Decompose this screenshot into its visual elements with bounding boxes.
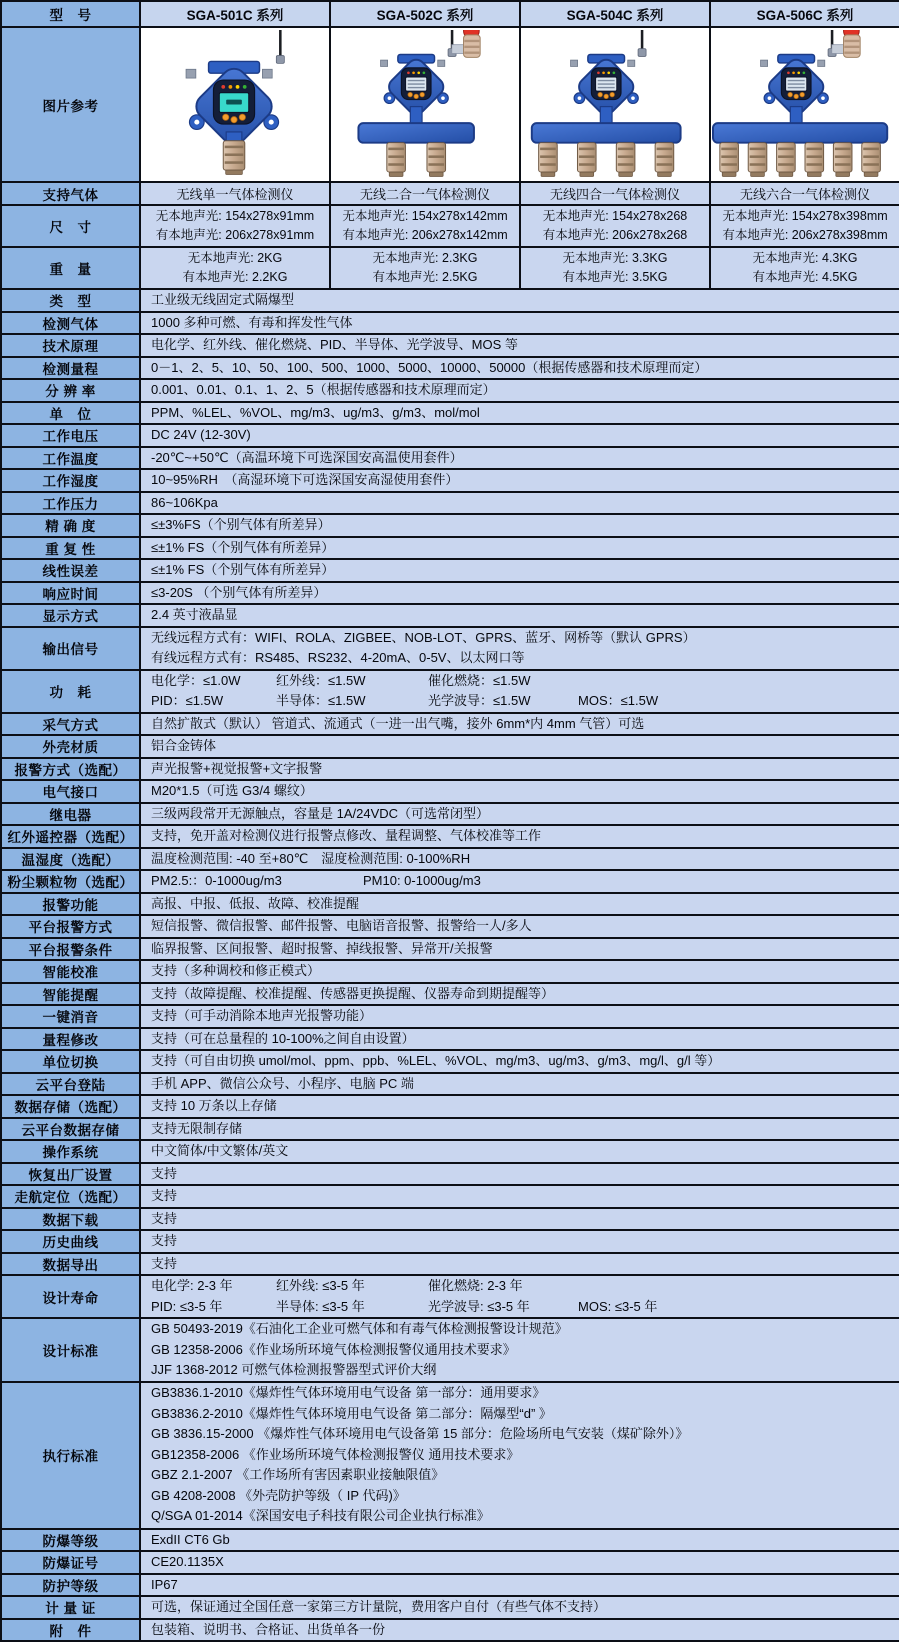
row-label: 历史曲线 — [1, 1230, 140, 1253]
value-item: MOS：≤1.5W — [578, 693, 659, 708]
row-label: 重 量 — [1, 247, 140, 289]
value-text: 支持 10 万条以上存储 — [151, 1098, 277, 1113]
table-row — [1, 402, 899, 425]
row-label: 工作压力 — [1, 492, 140, 515]
table-row — [1, 1, 899, 27]
value-line: Q/SGA 01-2014《深国安电子科技有限公司企业执行标准》 — [151, 1508, 490, 1524]
table-row — [1, 357, 899, 380]
table-row — [1, 1118, 899, 1141]
value-text: 支持 — [151, 1255, 178, 1271]
row-label: 操作系统 — [1, 1140, 140, 1163]
row-label: 继电器 — [1, 803, 140, 826]
model-header-cell: SGA-501C 系列 — [140, 1, 330, 27]
row-value — [140, 1185, 899, 1208]
table-row — [1, 492, 899, 515]
value-line: GB12358-2006 《作业场所环境气体检测报警仪 通用技术要求》 — [151, 1446, 520, 1462]
value-line: GB 50493-2019《石油化工企业可燃气体和有毒气体检测报警设计规范》 — [151, 1321, 568, 1336]
row-value — [140, 870, 899, 893]
value-line: 有本地声光: 3.5KG — [562, 270, 668, 284]
table-row — [1, 1382, 899, 1529]
value-item: PM10: 0-1000ug/m3 — [363, 873, 481, 888]
row-label: 型 号 — [1, 1, 140, 27]
row-label: 精 确 度 — [1, 514, 140, 537]
row-value — [140, 312, 899, 335]
value-line — [151, 671, 895, 692]
gas-detector-single-sensor-icon — [142, 30, 328, 180]
row-value — [140, 1253, 899, 1276]
row-label: 恢复出厂设置 — [1, 1163, 140, 1186]
row-label: 功 耗 — [1, 670, 140, 713]
value-text: 支持（可在总量程的 10-100%之间自由设置） — [151, 1030, 415, 1046]
table-row — [1, 582, 899, 605]
row-value — [140, 893, 899, 916]
table-row — [1, 758, 899, 781]
value-line: 有本地声光: 206x278x142mm — [342, 228, 508, 242]
table-row — [1, 1163, 899, 1186]
value-text: 0.001、0.01、0.1、1、2、5（根据传感器和技术原理而定） — [151, 382, 496, 397]
row-value — [140, 960, 899, 983]
row-value — [140, 289, 899, 312]
value-line: 无本地声光: 154x278x268 — [542, 209, 688, 223]
value-text: ≤±1% FS（个别气体有所差异） — [151, 562, 335, 577]
table-row — [1, 848, 899, 871]
product-image-cell — [520, 27, 710, 182]
table-row — [1, 960, 899, 983]
value-item: 光学波导: ≤3-5 年 — [428, 1298, 530, 1314]
value-text: 支持 — [151, 1188, 178, 1203]
value-text: CE20.1135X — [151, 1554, 224, 1569]
table-row — [1, 1208, 899, 1231]
row-label: 采气方式 — [1, 713, 140, 736]
value-line: GB 12358-2006《作业场所环境气体检测报警仪通用技术要求》 — [151, 1341, 516, 1357]
row-label: 单位切换 — [1, 1050, 140, 1073]
value-text: 支持（可手动消除本地声光报警功能） — [151, 1008, 373, 1023]
value-text: ≤3-20S （个别气体有所差异） — [151, 584, 327, 600]
table-row — [1, 289, 899, 312]
value-text: 86~106Kpa — [151, 494, 218, 510]
value-text: 三级两段常开无源触点，容量是 1A/24VDC（可选常闭型） — [151, 805, 490, 821]
table-row — [1, 205, 899, 247]
row-label: 智能校准 — [1, 960, 140, 983]
table-row — [1, 1596, 899, 1619]
row-value — [140, 424, 899, 447]
value-line — [151, 1276, 895, 1297]
value-text: 可选，保证通过全国任意一家第三方计量院，费用客户自付（有些气体不支持） — [151, 1599, 607, 1614]
table-row — [1, 1551, 899, 1574]
value-text: 高报、中报、低报、故障、校准提醒 — [151, 895, 360, 911]
row-value — [140, 379, 899, 402]
value-item: 红外线：≤1.5W — [276, 672, 366, 688]
value-text: 电化学、红外线、催化燃烧、PID、半导体、光学波导、MOS 等 — [151, 337, 518, 352]
value-line: 无线远程方式有：WIFI、ROLA、ZIGBEE、NOB-LOT、GPRS、蓝牙、网桥等（默认 GPRS） — [151, 629, 696, 645]
value-line: 无本地声光: 154x278x91mm — [155, 209, 315, 223]
table-row — [1, 1050, 899, 1073]
value-text: 支持（可自由切换 umol/mol、ppm、ppb、%LEL、%VOL、mg/m3、ug/m3、g/m3、mg/l、g/l 等） — [151, 1053, 721, 1068]
row-value — [140, 1050, 899, 1073]
table-row — [1, 938, 899, 961]
table-row — [1, 312, 899, 335]
per-model-value — [710, 247, 899, 289]
value-text: 手机 APP、微信公众号、小程序、电脑 PC 端 — [151, 1075, 414, 1091]
row-value — [140, 1095, 899, 1118]
value-text: 0－1、2、5、10、50、100、500、1000、5000、10000、50000（根据传感器和技术原理而定） — [151, 359, 708, 375]
row-label: 单 位 — [1, 402, 140, 425]
row-value — [140, 1208, 899, 1231]
spec-table-body — [1, 1, 899, 1641]
row-value — [140, 1318, 899, 1382]
value-text: 温度检测范围: -40 至+80℃ 湿度检测范围: 0-100%RH — [151, 850, 471, 866]
value-text: 声光报警+视觉报警+文字报警 — [151, 760, 323, 776]
row-label: 线性误差 — [1, 559, 140, 582]
row-value — [140, 670, 899, 713]
value-item: PM2.5:：0-1000ug/m3 — [151, 873, 282, 888]
value-item: 红外线: ≤3-5 年 — [276, 1278, 365, 1293]
row-value — [140, 1028, 899, 1051]
row-label: 工作湿度 — [1, 469, 140, 492]
value-text: IP67 — [151, 1576, 178, 1592]
row-value — [140, 492, 899, 515]
row-label: 尺 寸 — [1, 205, 140, 247]
table-row — [1, 334, 899, 357]
row-label: 支持气体 — [1, 182, 140, 205]
row-label: 数据下载 — [1, 1208, 140, 1231]
row-label: 检测气体 — [1, 312, 140, 335]
row-label: 设计标准 — [1, 1318, 140, 1382]
value-line: 有线远程方式有：RS485、RS232、4-20mA、0-5V、以太网口等 — [151, 650, 525, 665]
row-label: 外壳材质 — [1, 735, 140, 758]
value-line: 无本地声光: 4.3KG — [752, 251, 858, 265]
row-value — [140, 1275, 899, 1318]
table-row — [1, 735, 899, 758]
row-value — [140, 983, 899, 1006]
table-row — [1, 379, 899, 402]
row-value — [140, 469, 899, 492]
table-row — [1, 870, 899, 893]
gas-detector-2in1-beacon-icon — [332, 30, 518, 180]
table-row — [1, 182, 899, 205]
value-line: JJF 1368-2012 可燃气体检测报警器型式评价大纲 — [151, 1362, 437, 1377]
row-value — [140, 537, 899, 560]
row-value — [140, 582, 899, 605]
row-value — [140, 1073, 899, 1096]
value-line: 无本地声光: 2KG — [187, 251, 283, 265]
value-text: 短信报警、微信报警、邮件报警、电脑语音报警、报警给一人/多人 — [151, 918, 532, 933]
table-row — [1, 27, 899, 182]
table-row — [1, 627, 899, 670]
row-label: 重 复 性 — [1, 537, 140, 560]
table-row — [1, 780, 899, 803]
value-text: 中文简体/中文繁体/英文 — [151, 1143, 289, 1158]
row-label: 防护等级 — [1, 1574, 140, 1597]
value-line — [151, 1297, 895, 1318]
gas-detector-6in1-beacon-icon — [712, 30, 898, 180]
row-value — [140, 1596, 899, 1619]
per-model-value — [710, 205, 899, 247]
row-label: 报警功能 — [1, 893, 140, 916]
value-line: 有本地声光: 206x278x398mm — [722, 228, 888, 242]
value-text: ≤±3%FS（个别气体有所差异） — [151, 517, 331, 532]
row-value — [140, 713, 899, 736]
row-value — [140, 1163, 899, 1186]
value-item: 催化燃烧: 2-3 年 — [428, 1278, 523, 1293]
value-text: 支持 — [151, 1210, 178, 1226]
row-value — [140, 803, 899, 826]
row-label: 计 量 证 — [1, 1596, 140, 1619]
model-header-cell: SGA-504C 系列 — [520, 1, 710, 27]
table-row — [1, 983, 899, 1006]
value-line — [151, 691, 895, 712]
row-label: 云平台数据存储 — [1, 1118, 140, 1141]
table-row — [1, 537, 899, 560]
table-row — [1, 1275, 899, 1318]
value-text: ≤±1% FS（个别气体有所差异） — [151, 539, 335, 555]
table-row — [1, 1028, 899, 1051]
value-line: 有本地声光: 206x278x91mm — [155, 228, 315, 242]
value-item: PID：≤1.5W — [151, 693, 224, 708]
table-row — [1, 1005, 899, 1028]
row-label: 工作温度 — [1, 447, 140, 470]
value-text: 支持（多种调校和修正模式） — [151, 963, 321, 978]
table-row — [1, 1619, 899, 1642]
table-row — [1, 1073, 899, 1096]
value-text: 支持（故障提醒、校准提醒、传感器更换提醒、仪器寿命到期提醒等） — [151, 985, 555, 1001]
per-model-value — [520, 247, 710, 289]
row-value — [140, 915, 899, 938]
table-row — [1, 247, 899, 289]
per-model-value — [140, 247, 330, 289]
product-image-cell — [330, 27, 520, 182]
row-value — [140, 357, 899, 380]
row-value — [140, 1230, 899, 1253]
value-text: 临界报警、区间报警、超时报警、掉线报警、异常开/关报警 — [151, 940, 493, 956]
row-label: 响应时间 — [1, 582, 140, 605]
row-label: 温湿度（选配） — [1, 848, 140, 871]
table-row — [1, 915, 899, 938]
value-text: 1000 多种可燃、有毒和挥发性气体 — [151, 314, 353, 330]
row-value — [140, 1382, 899, 1529]
value-line: GB 3836.15-2000 《爆炸性气体环境用电气设备第 15 部分：危险场所电气安装（煤矿除外）》 — [151, 1426, 689, 1442]
table-row — [1, 447, 899, 470]
value-item: 电化学: 2-3 年 — [151, 1278, 233, 1293]
row-label: 平台报警条件 — [1, 938, 140, 961]
table-row — [1, 1574, 899, 1597]
row-value — [140, 735, 899, 758]
product-image-cell — [140, 27, 330, 182]
row-label: 电气接口 — [1, 780, 140, 803]
table-row — [1, 559, 899, 582]
row-label: 云平台登陆 — [1, 1073, 140, 1096]
value-line — [151, 871, 895, 892]
value-text: 工业级无线固定式隔爆型 — [151, 292, 295, 307]
row-value — [140, 514, 899, 537]
value-item: 催化燃烧：≤1.5W — [428, 672, 531, 688]
value-text: M20*1.5（可选 G3/4 螺纹） — [151, 783, 313, 798]
value-line: GB 4208-2008 《外壳防护等级（ IP 代码)》 — [151, 1487, 406, 1503]
row-label: 一键消音 — [1, 1005, 140, 1028]
row-value — [140, 447, 899, 470]
model-header-cell: SGA-506C 系列 — [710, 1, 899, 27]
row-value — [140, 1529, 899, 1552]
per-model-value: 无线四合一气体检测仪 — [520, 182, 710, 205]
row-label: 图片参考 — [1, 27, 140, 182]
value-item: 电化学：≤1.0W — [151, 672, 241, 688]
value-item: PID: ≤3-5 年 — [151, 1298, 223, 1314]
row-value — [140, 559, 899, 582]
value-item: MOS: ≤3-5 年 — [578, 1298, 658, 1314]
table-row — [1, 1185, 899, 1208]
value-line: GB3836.2-2010《爆炸性气体环境用电气设备 第二部分：隔爆型“d” 》 — [151, 1405, 552, 1421]
per-model-value — [330, 247, 520, 289]
row-label: 技术原理 — [1, 334, 140, 357]
table-row — [1, 424, 899, 447]
value-line: 无本地声光: 3.3KG — [562, 251, 668, 265]
per-model-value: 无线二合一气体检测仪 — [330, 182, 520, 205]
value-line: GBZ 2.1-2007 《工作场所有害因素职业接触限值》 — [151, 1467, 445, 1483]
row-label: 类 型 — [1, 289, 140, 312]
value-text: 支持 — [151, 1233, 178, 1248]
per-model-value: 无线单一气体检测仪 — [140, 182, 330, 205]
row-label: 分 辨 率 — [1, 379, 140, 402]
row-label: 量程修改 — [1, 1028, 140, 1051]
row-value — [140, 1118, 899, 1141]
value-line: 有本地声光: 2.2KG — [182, 270, 288, 284]
table-row — [1, 1140, 899, 1163]
row-label: 输出信号 — [1, 627, 140, 670]
table-row — [1, 803, 899, 826]
value-text: DC 24V (12-30V) — [151, 427, 251, 442]
value-item: 半导体：≤1.5W — [276, 693, 366, 708]
table-row — [1, 1095, 899, 1118]
row-value — [140, 1574, 899, 1597]
table-row — [1, 825, 899, 848]
table-row — [1, 713, 899, 736]
value-line: 有本地声光: 206x278x268 — [542, 228, 688, 242]
row-label: 平台报警方式 — [1, 915, 140, 938]
table-row — [1, 1253, 899, 1276]
row-value — [140, 627, 899, 670]
gas-detector-4in1-icon — [522, 30, 708, 180]
per-model-value — [140, 205, 330, 247]
value-item: 半导体: ≤3-5 年 — [276, 1298, 365, 1314]
value-text: 支持 — [151, 1165, 178, 1181]
row-value — [140, 402, 899, 425]
row-value — [140, 938, 899, 961]
value-line: 无本地声光: 2.3KG — [372, 251, 478, 265]
model-header-cell: SGA-502C 系列 — [330, 1, 520, 27]
row-value — [140, 780, 899, 803]
table-row — [1, 469, 899, 492]
value-text: 铝合金铸体 — [151, 738, 217, 753]
table-row — [1, 1230, 899, 1253]
value-text: 2.4 英寸液晶显 — [151, 607, 238, 622]
value-text: 支持，免开盖对检测仪进行报警点修改、量程调整、气体校准等工作 — [151, 828, 542, 843]
table-row — [1, 893, 899, 916]
row-label: 附 件 — [1, 1619, 140, 1642]
value-line: 有本地声光: 4.5KG — [752, 270, 858, 284]
row-label: 数据存储（选配） — [1, 1095, 140, 1118]
row-value — [140, 1140, 899, 1163]
row-label: 红外遥控器（选配） — [1, 825, 140, 848]
per-model-value: 无线六合一气体检测仪 — [710, 182, 899, 205]
per-model-value — [330, 205, 520, 247]
table-row — [1, 1318, 899, 1382]
row-value — [140, 1551, 899, 1574]
value-item: 光学波导：≤1.5W — [428, 693, 531, 708]
row-label: 智能提醒 — [1, 983, 140, 1006]
value-line: 无本地声光: 154x278x142mm — [342, 209, 508, 223]
value-text: 包装箱、说明书、合格证、出货单各一份 — [151, 1621, 386, 1637]
row-label: 工作电压 — [1, 424, 140, 447]
table-row — [1, 670, 899, 713]
row-label: 检测量程 — [1, 357, 140, 380]
row-value — [140, 1005, 899, 1028]
value-text: 10~95%RH （高湿环境下可选深国安高湿使用套件） — [151, 472, 459, 487]
row-label: 设计寿命 — [1, 1275, 140, 1318]
row-value — [140, 825, 899, 848]
row-label: 报警方式（选配） — [1, 758, 140, 781]
value-line: 无本地声光: 154x278x398mm — [722, 209, 888, 223]
per-model-value — [520, 205, 710, 247]
value-text: PPM、%LEL、%VOL、mg/m3、ug/m3、g/m3、mol/mol — [151, 404, 480, 420]
product-image-cell — [710, 27, 899, 182]
row-value — [140, 1619, 899, 1642]
table-row — [1, 604, 899, 627]
row-value — [140, 604, 899, 627]
value-text: 支持无限制存储 — [151, 1120, 243, 1136]
row-label: 防爆证号 — [1, 1551, 140, 1574]
table-row — [1, 1529, 899, 1552]
row-label: 执行标准 — [1, 1382, 140, 1529]
value-line: 有本地声光: 2.5KG — [372, 270, 478, 284]
table-row — [1, 514, 899, 537]
row-label: 防爆等级 — [1, 1529, 140, 1552]
value-text: 自然扩散式（默认） 管道式、流通式（一进一出气嘴，接外 6mm*内 4mm 气管）可选 — [151, 715, 645, 731]
row-label: 走航定位（选配） — [1, 1185, 140, 1208]
value-text: -20℃~+50℃（高温环境下可选深国安高温使用套件） — [151, 449, 463, 465]
row-value — [140, 758, 899, 781]
row-label: 粉尘颗粒物（选配） — [1, 870, 140, 893]
row-label: 显示方式 — [1, 604, 140, 627]
row-label: 数据导出 — [1, 1253, 140, 1276]
value-text: ExdII CT6 Gb — [151, 1531, 230, 1547]
row-value — [140, 848, 899, 871]
row-value — [140, 334, 899, 357]
value-line: GB3836.1-2010《爆炸性气体环境用电气设备 第一部分：通用要求》 — [151, 1385, 546, 1401]
